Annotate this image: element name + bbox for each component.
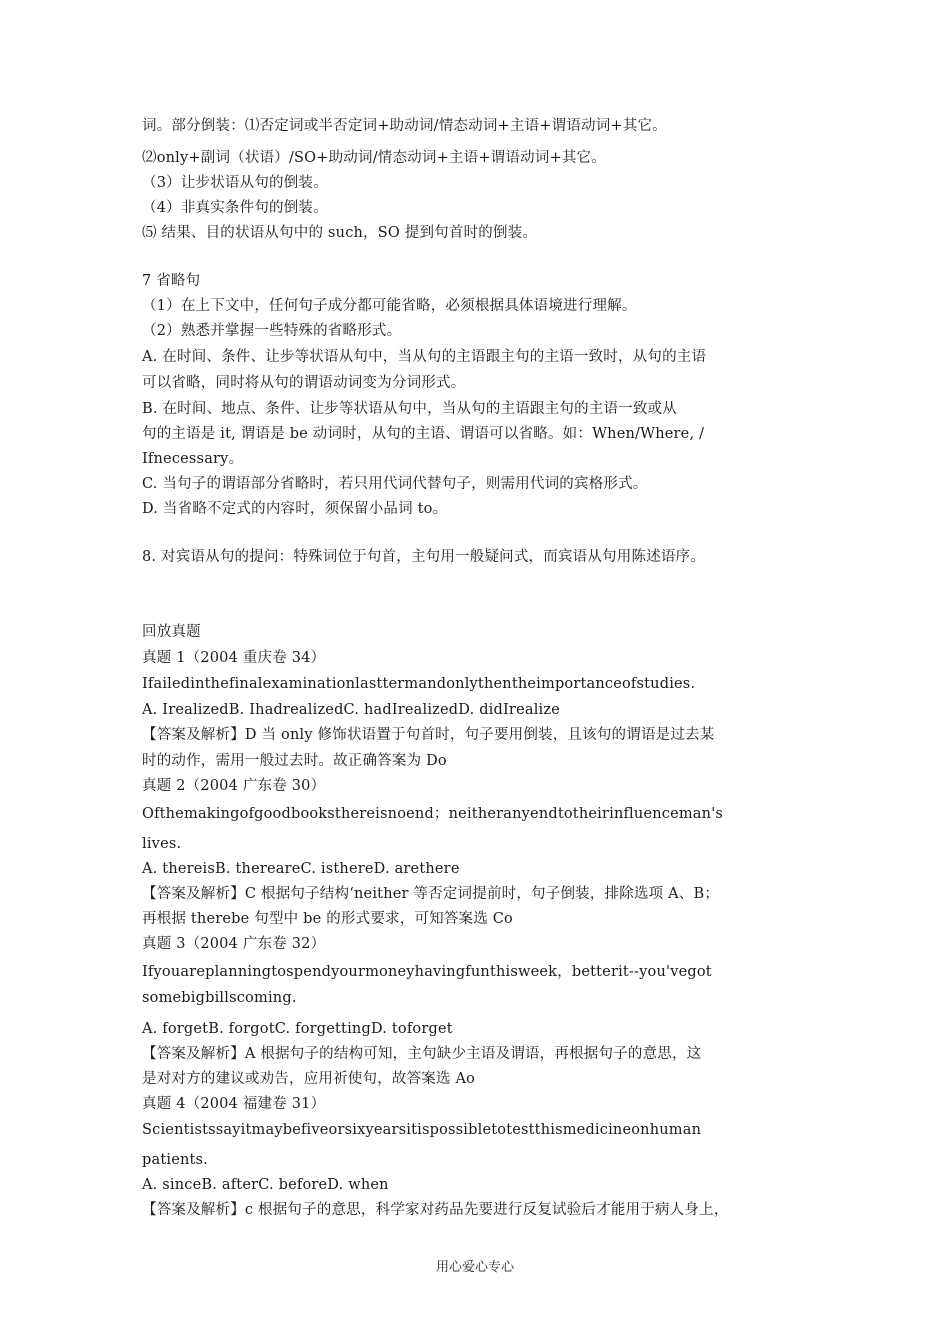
question-options: A. thereisB. thereareC. isthereD. arethere <box>142 861 460 877</box>
section-heading: 7 省略句 <box>142 273 201 289</box>
question-text: Ofthemakingofgoodbooksthereisnoend；neitheranyendtotheirinfluenceman's <box>142 806 724 822</box>
question-text: somebigbillscoming. <box>142 990 297 1006</box>
text-line: 词。部分倒装：⑴否定词或半否定词+助动词/情态动词+主语+谓语动词+其它。 <box>142 118 667 134</box>
text-line: 可以省略，同时将从句的谓语动词变为分词形式。 <box>142 375 466 391</box>
answer-explanation: 时的动作，需用一般过去时。故正确答案为 Do <box>142 753 447 769</box>
text-line: B. 在时间、地点、条件、让步等状语从句中，当从句的主语跟主句的主语一致或从 <box>142 401 677 417</box>
text-line: （2）熟悉并掌握一些特殊的省略形式。 <box>142 323 402 339</box>
text-line: A. 在时间、条件、让步等状语从句中，当从句的主语跟主句的主语一致时，从句的主语 <box>142 349 707 365</box>
question-text: lives. <box>142 836 182 852</box>
question-options: A. IrealizedB. IhadrealizedC. hadIrealizedD. didIrealize <box>142 702 560 718</box>
answer-explanation: 【答案及解析】c 根据句子的意思，科学家对药品先要进行反复试验后才能用于病人身上， <box>142 1202 729 1218</box>
question-text: Ifailedinthefinalexaminationlasttermandonlythentheimportanceofstudies. <box>142 676 696 692</box>
text-line: D. 当省略不定式的内容时，须保留小品词 to。 <box>142 501 448 517</box>
question-title: 真题 1（2004 重庆卷 34） <box>142 650 326 666</box>
page-footer: 用心爱心专心 <box>435 1260 514 1275</box>
answer-explanation: 【答案及解析】A 根据句子的结构可知，主句缺少主语及谓语，再根据句子的意思，这 <box>142 1046 702 1062</box>
text-line: （4）非真实条件句的倒装。 <box>142 200 328 216</box>
text-line: 句的主语是 it, 谓语是 be 动词时，从句的主语、谓语可以省略。如：When/Where, / <box>142 426 705 442</box>
text-line: （1）在上下文中，任何句子成分都可能省略，必须根据具体语境进行理解。 <box>142 298 637 314</box>
text-line: ⑸ 结果、目的状语从句中的 such，SO 提到句首时的倒装。 <box>142 225 538 241</box>
answer-explanation: 【答案及解析】D 当 only 修饰状语置于句首时，句子要用倒装，且该句的谓语是过去某 <box>142 727 715 743</box>
text-line: C. 当句子的谓语部分省略时，若只用代词代替句子，则需用代词的宾格形式。 <box>142 476 648 492</box>
question-text: Scientistssayitmaybefiveorsixyearsitispossibletotestthismedicineonhuman <box>142 1122 702 1138</box>
text-line: （3）让步状语从句的倒装。 <box>142 175 328 191</box>
section-heading: 8. 对宾语从句的提问：特殊词位于句首，主句用一般疑问式，而宾语从句用陈述语序。 <box>142 549 705 565</box>
answer-explanation: 是对对方的建议或劝告，应用祈使句，故答案选 Ao <box>142 1071 476 1087</box>
question-text: patients. <box>142 1152 208 1168</box>
answer-explanation: 再根据 therebe 句型中 be 的形式要求，可知答案选 Co <box>142 911 513 927</box>
question-title: 真题 3（2004 广东卷 32） <box>142 936 326 952</box>
text-line: ⑵only+副词（状语）/SO+助动词/情态动词+主语+谓语动词+其它。 <box>142 150 606 166</box>
answer-explanation: 【答案及解析】C 根据句子结构‘neither 等否定词提前时，句子倒装，排除选项 A、B； <box>142 886 720 902</box>
question-title: 真题 2（2004 广东卷 30） <box>142 778 326 794</box>
question-options: A. forgetB. forgotC. forgettingD. toforget <box>142 1021 453 1037</box>
question-title: 真题 4（2004 福建卷 31） <box>142 1096 326 1112</box>
text-line: Ifnecessary。 <box>142 451 244 467</box>
question-text: Ifyouareplanningtospendyourmoneyhavingfunthisweek，betterit--you'vegot <box>142 964 712 980</box>
question-options: A. sinceB. afterC. beforeD. when <box>142 1177 389 1193</box>
section-heading: 回放真题 <box>142 624 201 640</box>
